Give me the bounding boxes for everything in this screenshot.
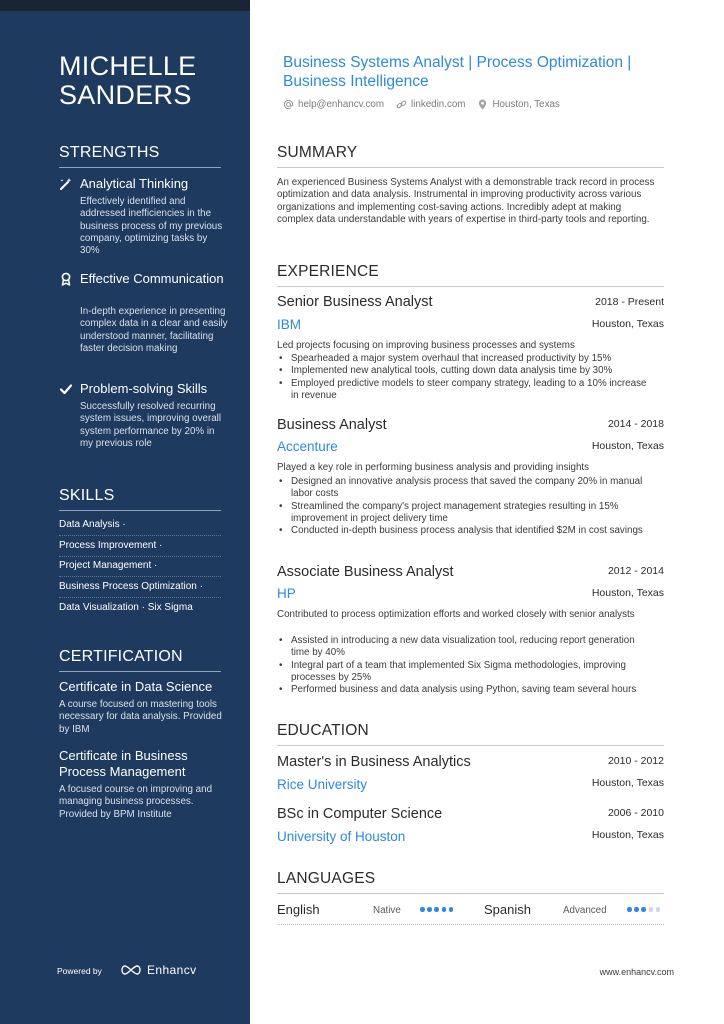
languages-rule bbox=[277, 893, 664, 894]
brand-name: Enhancv bbox=[147, 963, 197, 977]
skill-tag: Process Improvement · bbox=[59, 540, 163, 551]
strength-title: Analytical Thinking bbox=[80, 176, 189, 191]
rating-dot-empty bbox=[656, 907, 661, 912]
job-bullets bbox=[277, 476, 665, 537]
skills-rule bbox=[59, 510, 221, 511]
rating-dot-filled bbox=[442, 907, 447, 912]
certification-rule bbox=[59, 671, 221, 672]
job-company: IBM bbox=[277, 317, 302, 332]
school-name: Rice University bbox=[277, 777, 368, 792]
job-dates: 2012 - 2014 bbox=[607, 565, 664, 577]
enhancv-infinity-icon bbox=[119, 964, 143, 976]
contact-bar bbox=[283, 99, 560, 110]
job-intro: Played a key role in performing business analysis and providing insights bbox=[277, 462, 590, 473]
link-icon bbox=[396, 99, 407, 110]
experience-rule bbox=[277, 286, 664, 287]
job-bullet: • Performed business and data analysis using Python, saving team several hours bbox=[277, 684, 665, 696]
certificate-title: Certificate in Business Process Management bbox=[59, 748, 188, 779]
language-level: Native bbox=[373, 905, 401, 916]
candidate-name bbox=[59, 52, 196, 110]
job-location: Houston, Texas bbox=[591, 318, 664, 330]
contact-email[interactable] bbox=[283, 99, 384, 110]
skill-divider bbox=[59, 556, 221, 557]
job-bullet: • Spearheaded a major system overhaul that increased productivity by 15% bbox=[277, 353, 665, 365]
job-bullet: • Integral part of a team that implemented Six Sigma methodologies, improving processes by 25% bbox=[277, 660, 667, 685]
skill-divider bbox=[59, 597, 221, 598]
enhancv-logo[interactable] bbox=[119, 963, 197, 977]
job-title: Business Analyst bbox=[277, 417, 387, 433]
job-bullet: • Conducted in-depth business process analysis that identified $2M in cost savings bbox=[277, 525, 652, 537]
school-name: University of Houston bbox=[277, 829, 406, 844]
job-title: Senior Business Analyst bbox=[277, 294, 433, 310]
map-pin-icon bbox=[477, 99, 488, 110]
languages-heading: LANGUAGES bbox=[277, 870, 376, 887]
skill-tag: Business Process Optimization · bbox=[59, 581, 203, 592]
summary-heading: SUMMARY bbox=[277, 144, 358, 161]
experience-heading: EXPERIENCE bbox=[277, 263, 379, 280]
strength-item bbox=[59, 176, 229, 256]
language-name: English bbox=[277, 902, 320, 917]
award-ribbon-icon bbox=[59, 272, 73, 286]
at-sign-icon bbox=[283, 99, 294, 110]
degree-dates: 2010 - 2012 bbox=[607, 755, 664, 767]
job-intro: Contributed to process optimization efforts and worked closely with senior analysts bbox=[277, 609, 635, 620]
language-rating bbox=[627, 907, 660, 912]
linkedin-text: linkedin.com bbox=[411, 99, 466, 110]
certificate-title: Certificate in Data Science bbox=[59, 679, 213, 694]
contact-location bbox=[477, 99, 559, 110]
sidebar bbox=[0, 0, 250, 1024]
strength-item bbox=[59, 271, 229, 371]
certificate-description: A course focused on mastering tools necessary for data analysis. Provided by IBM bbox=[59, 699, 222, 735]
degree-dates: 2006 - 2010 bbox=[607, 807, 664, 819]
rating-dot-filled bbox=[427, 907, 432, 912]
job-company: Accenture bbox=[277, 439, 338, 454]
summary-text: An experienced Business Systems Analyst with a demonstrable track record in process optimization and data analysis. Instrumental in improving productivity across various organizations and implementing cost-saving actions. Incredibly adept at making complex data understandable with years of expertise in third-party tools and reporting. bbox=[277, 177, 655, 225]
skill-tag: Project Management · bbox=[59, 560, 158, 571]
school-location: Houston, Texas bbox=[591, 777, 664, 789]
contact-linkedin[interactable] bbox=[396, 99, 465, 110]
job-bullet: • Streamlined the company's project management strategies resulting in 15% improvement in project delivery time bbox=[277, 501, 662, 526]
language-name: Spanish bbox=[484, 902, 531, 917]
strength-title: Problem-solving Skills bbox=[80, 381, 208, 396]
summary-rule bbox=[277, 167, 664, 168]
job-dates: 2018 - Present bbox=[595, 296, 664, 308]
strengths-rule bbox=[59, 167, 221, 168]
checkmark-icon bbox=[59, 382, 73, 396]
job-location: Houston, Texas bbox=[591, 587, 664, 599]
job-bullets bbox=[277, 353, 665, 402]
rating-dot-filled bbox=[420, 907, 425, 912]
school-location: Houston, Texas bbox=[591, 829, 664, 841]
language-rating bbox=[420, 907, 453, 912]
location-text: Houston, Texas bbox=[492, 99, 560, 110]
name-last: SANDERS bbox=[59, 80, 192, 110]
job-intro: Led projects focusing on improving business processes and systems bbox=[277, 340, 575, 351]
skills-heading: SKILLS bbox=[59, 487, 115, 504]
rating-dot-filled bbox=[627, 907, 632, 912]
job-dates: 2014 - 2018 bbox=[607, 418, 664, 430]
rating-dot-filled bbox=[634, 907, 639, 912]
job-company: HP bbox=[277, 586, 296, 601]
name-first: MICHELLE bbox=[59, 51, 197, 81]
skill-divider bbox=[59, 576, 221, 577]
magic-wand-icon bbox=[59, 177, 73, 191]
certificate-description: A focused course on improving and managing business processes. Provided by BPM Institute bbox=[59, 784, 213, 820]
rating-dot-filled bbox=[434, 907, 439, 912]
strength-title: Effective Communication bbox=[80, 271, 224, 286]
job-bullet: • Employed predictive models to steer company strategy, leading to a 10% increase in revenue bbox=[277, 378, 647, 403]
job-location: Houston, Texas bbox=[591, 440, 664, 452]
powered-by-label: Powered by bbox=[57, 966, 102, 976]
degree-title: Master's in Business Analytics bbox=[277, 754, 471, 770]
job-bullet: • Designed an innovative analysis process that saved the company 20% in manual labor costs bbox=[277, 476, 652, 501]
email-text: help@enhancv.com bbox=[298, 99, 385, 110]
skill-tag: Data Visualization · Six Sigma bbox=[59, 602, 193, 613]
strength-description: Effectively identified and addressed inefficiencies in the business process of my previous company, optimizing tasks by 30% bbox=[80, 196, 223, 257]
rating-dot-filled bbox=[641, 907, 646, 912]
skill-tag: Data Analysis · bbox=[59, 519, 126, 530]
job-bullet: • Assisted in introducing a new data visualization tool, reducing report generation time by 40% bbox=[277, 635, 637, 660]
certification-heading: CERTIFICATION bbox=[59, 648, 183, 665]
rating-dot-filled bbox=[449, 907, 454, 912]
language-level: Advanced bbox=[563, 905, 607, 916]
skill-divider bbox=[59, 535, 221, 536]
strength-description: In-depth experience in presenting complex data in a clear and easily understood manner, facilitating faster decision making bbox=[80, 306, 228, 354]
job-title: Associate Business Analyst bbox=[277, 564, 454, 580]
strength-item bbox=[59, 381, 229, 463]
strength-description: Successfully resolved recurring system issues, improving overall system performance by 20% in my previous role bbox=[80, 401, 222, 449]
education-heading: EDUCATION bbox=[277, 722, 369, 739]
languages-divider bbox=[277, 924, 664, 925]
rating-dot-empty bbox=[649, 907, 654, 912]
sidebar-top-bar bbox=[0, 0, 250, 11]
strengths-heading: STRENGTHS bbox=[59, 144, 160, 161]
job-bullet: • Implemented new analytical tools, cutting down data analysis time by 30% bbox=[277, 365, 665, 377]
degree-title: BSc in Computer Science bbox=[277, 806, 443, 822]
headline: Business Systems Analyst | Process Optimization | Business Intelligence bbox=[283, 54, 632, 90]
footer-website[interactable]: www.enhancv.com bbox=[599, 967, 674, 977]
job-bullets bbox=[277, 635, 665, 696]
education-rule bbox=[277, 745, 664, 746]
